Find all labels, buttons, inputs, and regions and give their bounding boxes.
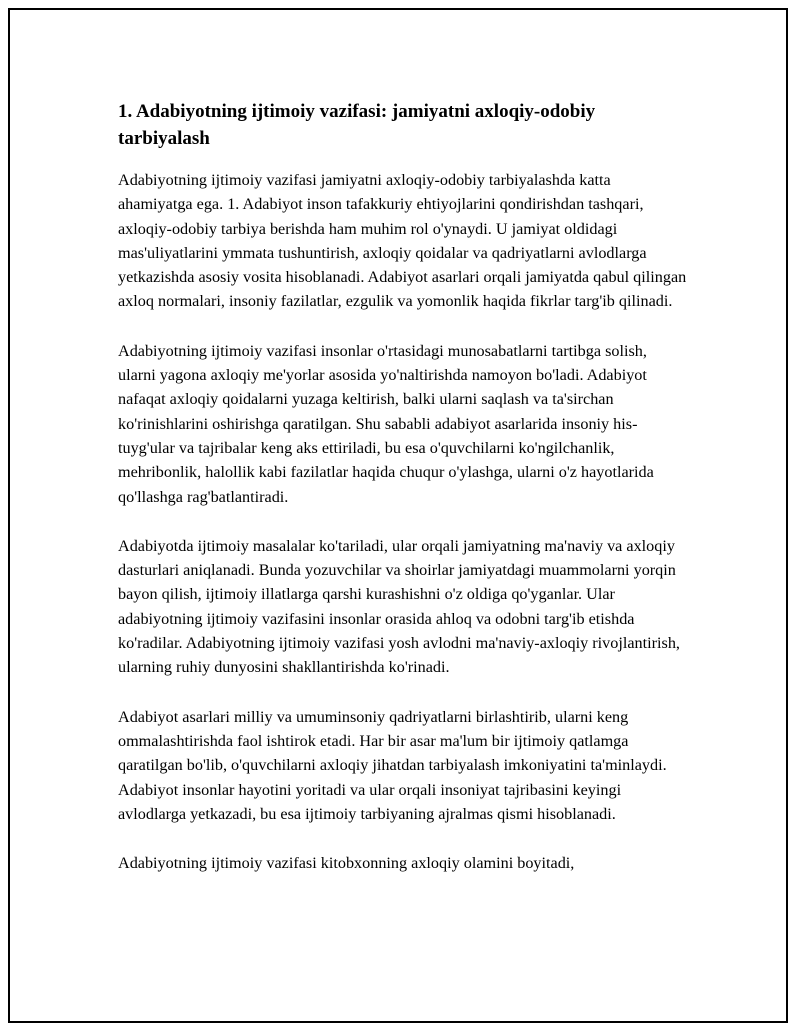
document-page: [8, 8, 788, 1023]
paragraph: Adabiyotning ijtimoiy vazifasi jamiyatni axloqiy-odobiy tarbiyalashda katta ahamiyatga ega. 1. Adabiyot inson tafakkuriy ehtiyojlarini qondirishdan tashqari, axloqiy-odobiy tarbiya berishda ham muhim rol o'ynaydi. U jamiyat oldidagi mas'uliyatlarini ymmata tushuntirish, axloqiy qoidalar va qadriyatlarni avlodlarga yetkazishda asosiy vosita hisoblanadi. Adabiyot asarlari orqali jamiyatda qabul qilingan axloq normalari, insoniy fazilatlar, ezgulik va yomonlik haqida fikrlar targ'ib qilinadi.: [118, 171, 687, 311]
paragraph: Adabiyotning ijtimoiy vazifasi kitobxonning axloqiy olamini boyitadi,: [118, 854, 575, 873]
paragraph: Adabiyotda ijtimoiy masalalar ko'tariladi, ular orqali jamiyatning ma'naviy va axloqiy dasturlari aniqlanadi. Bunda yozuvchilar va shoirlar jamiyatdagi muammolarni yorqin bayon qilish, ijtimoiy illatlarga qarshi kurashishni o'z oldiga qo'yganlar. Ular adabiyotning ijtimoiy vazifasini insonlar orasida ahloq va odobni targ'ib etishda ko'radilar. Adabiyotning ijtimoiy vazifasi yosh avlodni ma'naviy-axloqiy rivojlantirish, ularning ruhiy dunyosini shakllantirishda ko'rinadi.: [118, 536, 680, 677]
section-heading: 1. Adabiyotning ijtimoiy vazifasi: jamiyatni axloqiy-odobiy tarbiyalash: [118, 101, 596, 149]
document-body: [118, 98, 688, 900]
paragraph: Adabiyotning ijtimoiy vazifasi insonlar o'rtasidagi munosabatlarni tartibga solish, ularni yagona axloqiy me'yorlar asosida yo'naltirishda namoyon bo'ladi. Adabiyot nafaqat axloqiy qoidalarni yuzaga keltirish, balki ularni saqlash va ta'sirchan ko'rinishlarini oshirishga qaratilgan. Shu sababli adabiyot asarlarida insoniy his-tuyg'ular va tajribalar keng aks ettiriladi, bu esa o'quvchilarni ko'ngilchanlik, mehribonlik, halollik kabi fazilatlar haqida chuqur o'ylashga, ularni o'z hayotlarida qo'llashga rag'batlantiradi.: [118, 341, 654, 506]
paragraph: Adabiyot asarlari milliy va umuminsoniy qadriyatlarni birlashtirib, ularni keng ommalashtirishda faol ishtirok etadi. Har bir asar ma'lum bir ijtimoiy qatlamga qaratilgan bo'lib, o'quvchilarni axloqiy jihatdan tarbiyalash imkoniyatini ta'minlaydi. Adabiyot insonlar hayotini yoritadi va ular orqali insoniyat tajribasini keyingi avlodlarga yetkazadi, bu esa ijtimoiy tarbiyaning ajralmas qismi hisoblanadi.: [118, 707, 667, 823]
